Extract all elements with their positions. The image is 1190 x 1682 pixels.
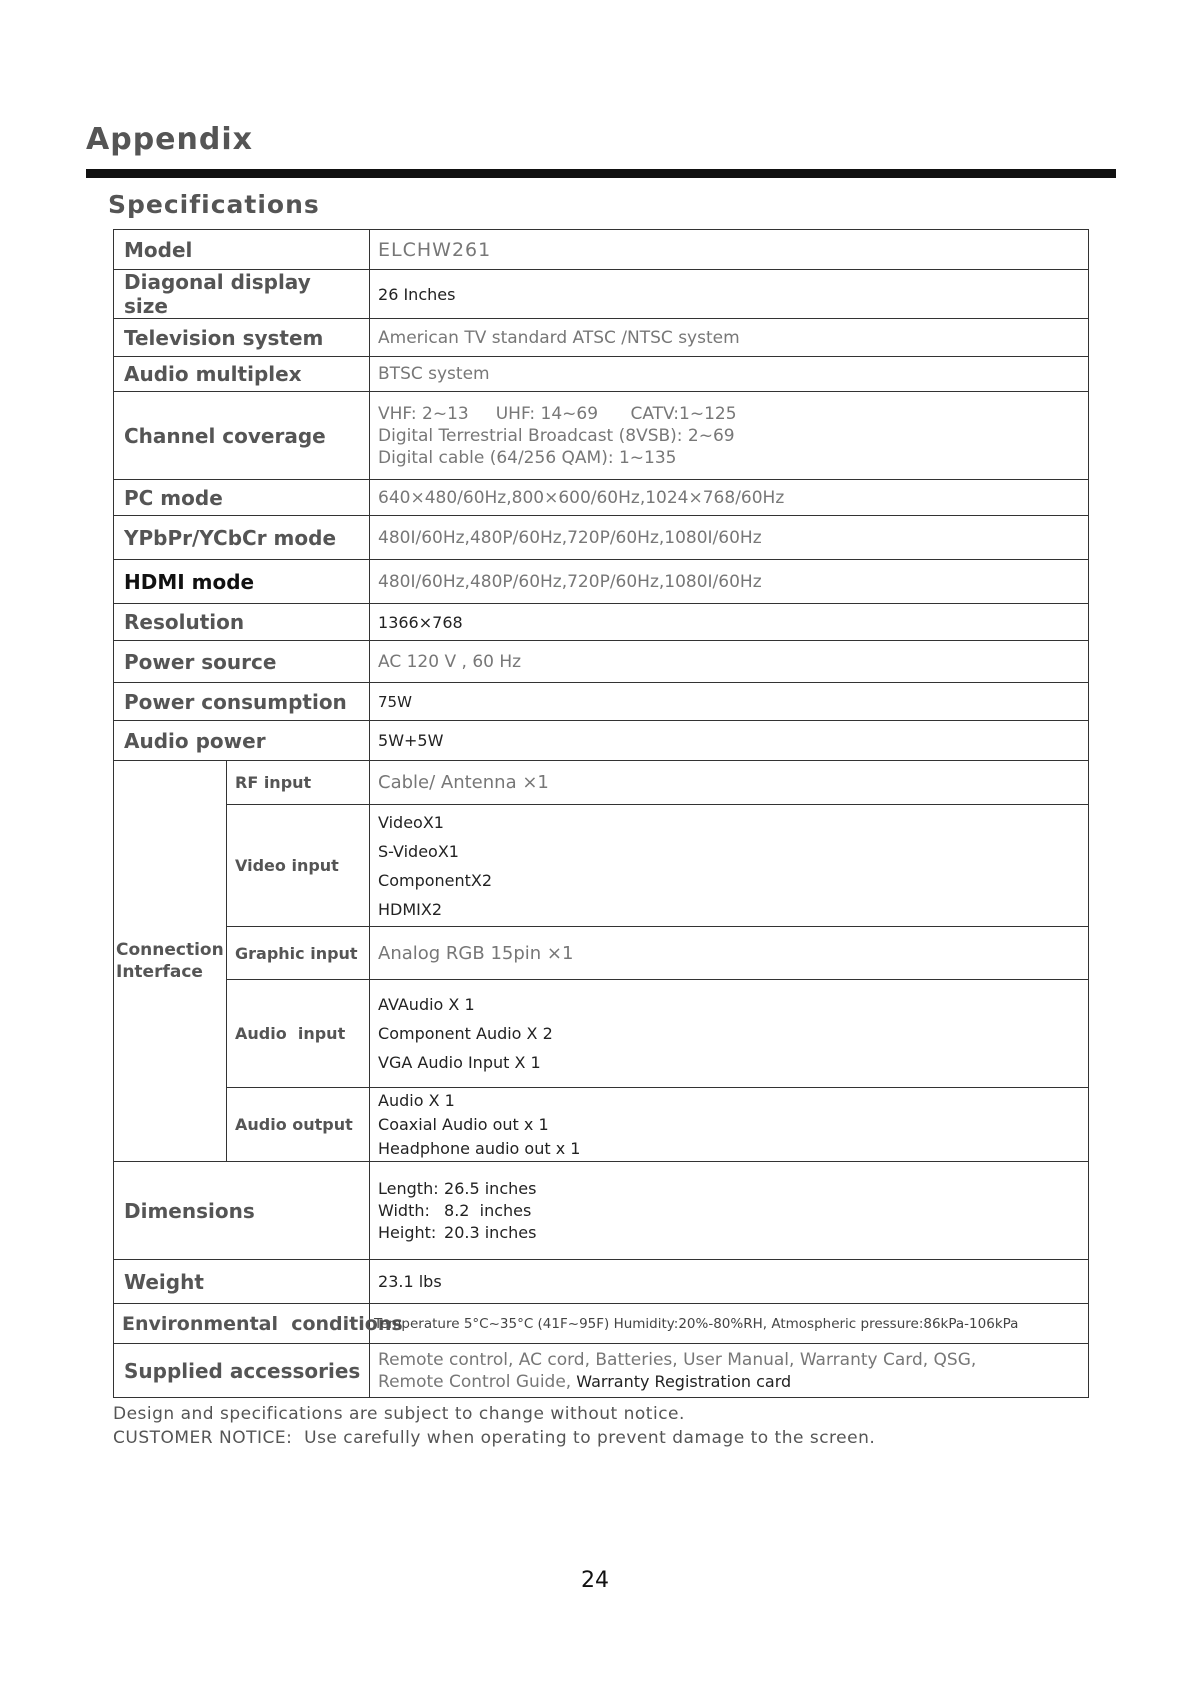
spec-row-accessories — [114, 1344, 1089, 1398]
spec-value: Analog RGB 15pin ×1 — [370, 927, 1089, 980]
spec-row-power-consumption — [114, 683, 1089, 721]
channel-line: Digital cable (64/256 QAM): 1~135 — [378, 447, 677, 468]
spec-row-power-source — [114, 641, 1089, 683]
page-title: Appendix — [86, 122, 253, 157]
spec-row-audio-output — [114, 1088, 1089, 1162]
spec-row-pc-mode — [114, 480, 1089, 516]
spec-value: 26 Inches — [370, 270, 1089, 319]
video-line: ComponentX2 — [378, 870, 493, 890]
spec-sublabel: Audio output — [227, 1088, 370, 1162]
spec-row-graphic-input — [114, 927, 1089, 980]
audio-input-line: AVAudio X 1 — [378, 995, 475, 1014]
spec-sublabel: Video input — [227, 805, 370, 927]
page-number: 24 — [581, 1568, 609, 1593]
spec-label: YPbPr/YCbCr mode — [114, 516, 370, 560]
spec-value: 75W — [370, 683, 1089, 721]
spec-label: Audio multiplex — [114, 357, 370, 392]
video-line: VideoX1 — [378, 812, 444, 832]
spec-value: 480I/60Hz,480P/60Hz,720P/60Hz,1080I/60Hz — [370, 560, 1089, 604]
accessories-line: Remote control, AC cord, Batteries, User Manual, Warranty Card, QSG, — [378, 1349, 977, 1370]
spec-label: Power source — [114, 641, 370, 683]
spec-label: Power consumption — [114, 683, 370, 721]
spec-row-resolution — [114, 604, 1089, 641]
spec-label: Resolution — [114, 604, 370, 641]
spec-value — [370, 1088, 1089, 1162]
spec-label: Dimensions — [114, 1162, 370, 1260]
audio-output-line: Headphone audio out x 1 — [378, 1138, 581, 1158]
spec-label: PC mode — [114, 480, 370, 516]
spec-label: Weight — [114, 1260, 370, 1304]
spec-sublabel: RF input — [227, 761, 370, 805]
spec-value: 1366×768 — [370, 604, 1089, 641]
note-line: Design and specifications are subject to change without notice. — [113, 1404, 685, 1424]
spec-row-audio-multiplex — [114, 357, 1089, 392]
spec-value — [370, 805, 1089, 927]
spec-value — [370, 980, 1089, 1088]
spec-value: ELCHW261 — [370, 230, 1089, 270]
dimension-height: Height: 20.3 inches — [378, 1222, 537, 1242]
audio-input-line: Component Audio X 2 — [378, 1024, 553, 1043]
spec-value: Temperature 5°C~35°C (41F~95F) Humidity:20%-80%RH, Atmospheric pressure:86kPa-106kPa — [370, 1304, 1089, 1344]
section-title: Specifications — [108, 190, 320, 219]
spec-sublabel: Graphic input — [227, 927, 370, 980]
spec-row-video-input — [114, 805, 1089, 927]
spec-value — [370, 1162, 1089, 1260]
audio-input-line: VGA Audio Input X 1 — [378, 1053, 541, 1072]
spec-value: AC 120 V , 60 Hz — [370, 641, 1089, 683]
spec-row-tv-system — [114, 319, 1089, 357]
video-line: S-VideoX1 — [378, 841, 459, 861]
spec-value: 5W+5W — [370, 721, 1089, 761]
spec-row-ypbpr-mode — [114, 516, 1089, 560]
spec-row-environmental — [114, 1304, 1089, 1344]
spec-sublabel: Audio input — [227, 980, 370, 1088]
spec-label: Television system — [114, 319, 370, 357]
spec-row-model — [114, 230, 1089, 270]
spec-label: HDMI mode — [114, 560, 370, 604]
channel-line: VHF: 2~13 UHF: 14~69 CATV:1~125 — [378, 403, 737, 424]
dimension-width: Width: 8.2 inches — [378, 1200, 532, 1220]
connection-interface-label: Connection Interface — [114, 761, 227, 1162]
spec-value: 23.1 lbs — [370, 1260, 1089, 1304]
channel-line: Digital Terrestrial Broadcast (8VSB): 2~69 — [378, 425, 735, 446]
spec-value — [370, 1344, 1089, 1398]
audio-output-line: Coaxial Audio out x 1 — [378, 1114, 549, 1134]
spec-row-audio-input — [114, 980, 1089, 1088]
spec-row-channel-coverage — [114, 392, 1089, 480]
footnotes — [113, 1402, 875, 1450]
spec-value: 480I/60Hz,480P/60Hz,720P/60Hz,1080I/60Hz — [370, 516, 1089, 560]
title-divider — [86, 169, 1116, 178]
spec-label: Channel coverage — [114, 392, 370, 480]
spec-row-diagonal — [114, 270, 1089, 319]
spec-row-audio-power — [114, 721, 1089, 761]
spec-value — [370, 392, 1089, 480]
spec-label: Supplied accessories — [114, 1344, 370, 1398]
spec-value: 640×480/60Hz,800×600/60Hz,1024×768/60Hz — [370, 480, 1089, 516]
spec-label: Environmental conditions — [114, 1304, 370, 1344]
video-line: HDMIX2 — [378, 899, 443, 919]
spec-row-rf-input — [114, 761, 1089, 805]
spec-row-weight — [114, 1260, 1089, 1304]
spec-value: Cable/ Antenna ×1 — [370, 761, 1089, 805]
audio-output-line: Audio X 1 — [378, 1090, 455, 1110]
spec-value: BTSC system — [370, 357, 1089, 392]
dimension-length: Length: 26.5 inches — [378, 1178, 537, 1198]
accessories-line: Remote Control Guide, Warranty Registration card — [378, 1371, 792, 1392]
spec-value: American TV standard ATSC /NTSC system — [370, 319, 1089, 357]
spec-label: Audio power — [114, 721, 370, 761]
spec-label: Model — [114, 230, 370, 270]
spec-row-dimensions — [114, 1162, 1089, 1260]
spec-label: Diagonal display size — [114, 270, 370, 319]
note-line: CUSTOMER NOTICE: Use carefully when operating to prevent damage to the screen. — [113, 1428, 876, 1448]
specifications-table — [113, 229, 1089, 1398]
spec-row-hdmi-mode — [114, 560, 1089, 604]
